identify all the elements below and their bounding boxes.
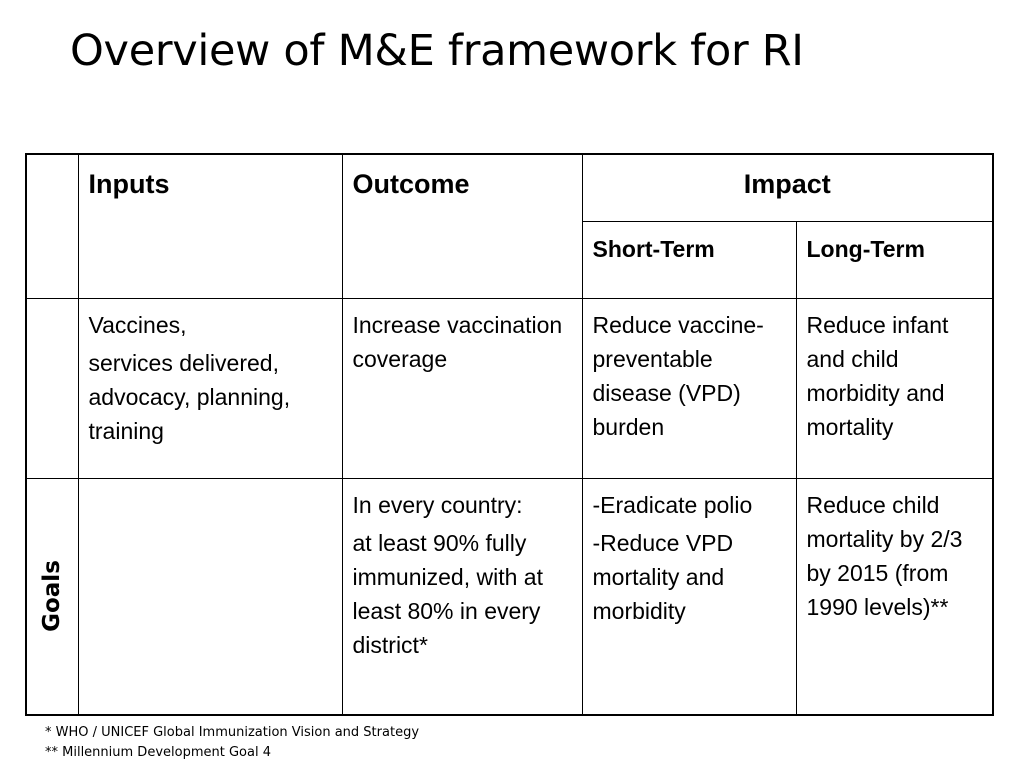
framework-table [25,153,994,716]
goals-outcome-cell [342,478,582,715]
footnotes [45,723,419,763]
inputs-line-2: services delivered, advocacy, planning, training [88,349,291,444]
header-inputs: Inputs [78,154,342,298]
goals-label: Goals [39,560,66,633]
footnote-2: ** Millennium Development Goal 4 [45,745,271,760]
header-long-term: Long-Term [796,221,993,298]
long-term-text: Reduce infant and child morbidity and mortality [806,311,949,440]
goals-label-cell [26,478,78,715]
row-label-blank [26,298,78,478]
short-term-text: Reduce vaccine-preventable disease (VPD) burden [592,311,764,440]
goals-inputs-cell [78,478,342,715]
cell-long-term [796,298,993,478]
goals-outcome-line-1: In every country: [352,491,523,518]
cell-inputs [78,298,342,478]
footnote-1: * WHO / UNICEF Global Immunization Vision and Strategy [45,725,420,740]
inputs-line-1: Vaccines, [88,311,187,338]
corner-cell [26,154,78,298]
outcome-text: Increase vaccination coverage [352,311,563,372]
header-outcome: Outcome [342,154,582,298]
goals-short-term-line-2: -Reduce VPD mortality and morbidity [592,529,734,624]
header-impact: Impact [582,154,993,221]
goals-long-term-text: Reduce child mortality by 2/3 by 2015 (from 1990 levels)** [806,491,963,620]
goals-long-term-cell [796,478,993,715]
cell-outcome [342,298,582,478]
header-short-term: Short-Term [582,221,796,298]
slide-title: Overview of M&E framework for RI [70,26,804,76]
cell-short-term [582,298,796,478]
goals-outcome-line-2: at least 90% fully immunized, with at least 80% in every district* [352,529,543,658]
goals-short-term-line-1: -Eradicate polio [592,491,753,518]
goals-short-term-cell [582,478,796,715]
